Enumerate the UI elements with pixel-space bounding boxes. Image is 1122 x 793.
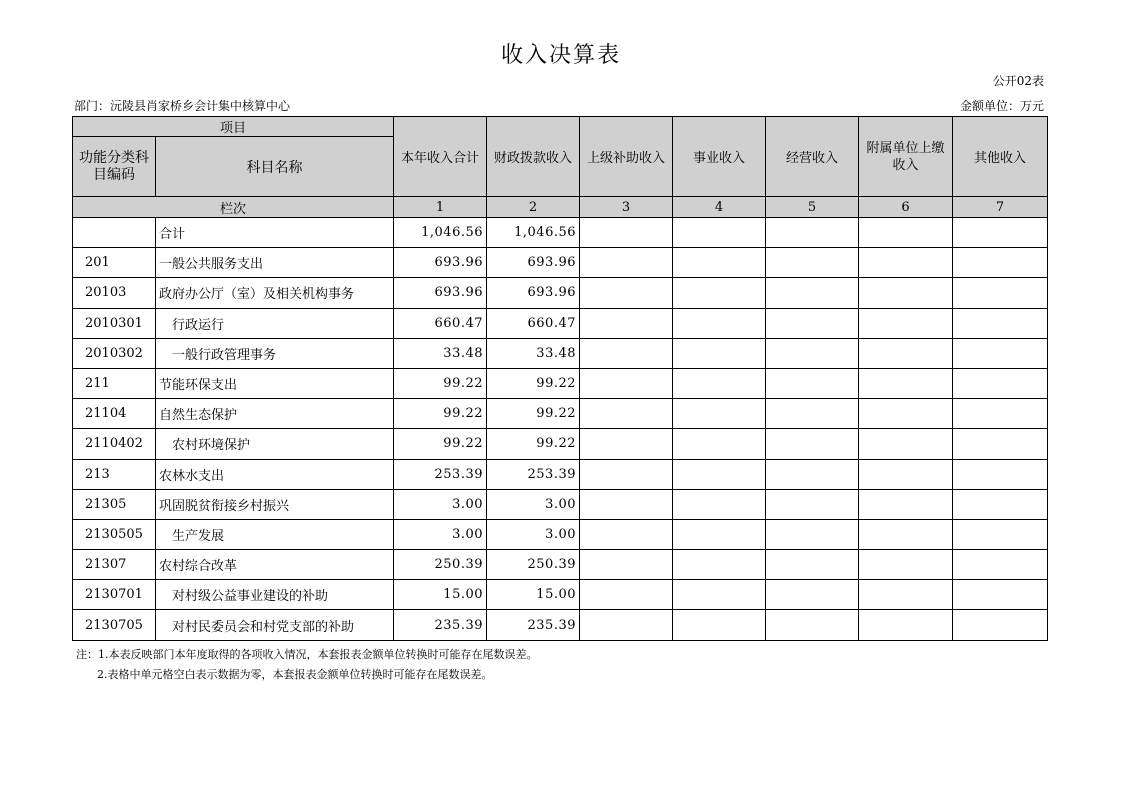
note-1: 注：1.本表反映部门本年度取得的各项收入情况，本套报表金额单位转换时可能存在尾数误差。 (76, 648, 538, 661)
row-fiscal-appropriation: 99.22 (487, 399, 580, 429)
table-row (73, 459, 1048, 489)
row-affiliate-income (859, 338, 953, 368)
table-row (73, 218, 1048, 248)
row-operating-income (766, 368, 859, 398)
row-subject-name: 农村环境保护 (156, 429, 394, 459)
table-notes (76, 645, 538, 685)
header-func-code: 功能分类科目编码 (73, 137, 156, 197)
row-operating-income (766, 399, 859, 429)
header-col-2: 财政拨款收入 (487, 117, 580, 197)
row-total-income: 693.96 (394, 278, 487, 308)
row-subject-name: 行政运行 (156, 308, 394, 338)
row-business-income (673, 519, 766, 549)
row-total-income: 693.96 (394, 248, 487, 278)
row-subject-name: 节能环保支出 (156, 368, 394, 398)
row-superior-subsidy (580, 248, 673, 278)
row-operating-income (766, 459, 859, 489)
header-subject-name: 科目名称 (156, 137, 394, 197)
row-fiscal-appropriation: 99.22 (487, 429, 580, 459)
row-code: 21305 (73, 489, 156, 519)
row-superior-subsidy (580, 550, 673, 580)
row-fiscal-appropriation: 3.00 (487, 519, 580, 549)
row-subject-name: 生产发展 (156, 519, 394, 549)
row-total-income: 660.47 (394, 308, 487, 338)
row-other-income (953, 580, 1048, 610)
header-col-1: 本年收入合计 (394, 117, 487, 197)
row-fiscal-appropriation: 693.96 (487, 248, 580, 278)
income-table (72, 116, 1048, 641)
row-subject-name: 农村综合改革 (156, 550, 394, 580)
table-row (73, 580, 1048, 610)
row-other-income (953, 489, 1048, 519)
row-fiscal-appropriation: 235.39 (487, 610, 580, 640)
header-col-6: 附属单位上缴收入 (859, 117, 953, 197)
amount-unit-label: 金额单位：万元 (959, 99, 1044, 113)
row-affiliate-income (859, 248, 953, 278)
row-fiscal-appropriation: 693.96 (487, 278, 580, 308)
row-code: 2010301 (73, 308, 156, 338)
table-row (73, 278, 1048, 308)
row-total-income: 250.39 (394, 550, 487, 580)
row-superior-subsidy (580, 308, 673, 338)
row-operating-income (766, 218, 859, 248)
row-fiscal-appropriation: 1,046.56 (487, 218, 580, 248)
report-title: 收入决算表 (500, 43, 621, 68)
row-superior-subsidy (580, 519, 673, 549)
row-business-income (673, 338, 766, 368)
row-operating-income (766, 550, 859, 580)
row-superior-subsidy (580, 278, 673, 308)
row-fiscal-appropriation: 15.00 (487, 580, 580, 610)
row-subject-name: 一般公共服务支出 (156, 248, 394, 278)
row-fiscal-appropriation: 253.39 (487, 459, 580, 489)
row-fiscal-appropriation: 99.22 (487, 368, 580, 398)
table-row (73, 399, 1048, 429)
row-code: 2130701 (73, 580, 156, 610)
row-other-income (953, 610, 1048, 640)
index-num: 6 (859, 197, 953, 218)
table-body (73, 117, 1048, 641)
table-row (73, 308, 1048, 338)
row-total-income: 99.22 (394, 429, 487, 459)
row-code: 2130705 (73, 610, 156, 640)
row-operating-income (766, 489, 859, 519)
row-code: 2110402 (73, 429, 156, 459)
row-subject-name: 对村民委员会和村党支部的补助 (156, 610, 394, 640)
row-operating-income (766, 308, 859, 338)
row-operating-income (766, 429, 859, 459)
row-code: 213 (73, 459, 156, 489)
row-business-income (673, 368, 766, 398)
row-total-income: 253.39 (394, 459, 487, 489)
row-affiliate-income (859, 519, 953, 549)
row-operating-income (766, 338, 859, 368)
row-affiliate-income (859, 218, 953, 248)
index-num: 1 (394, 197, 487, 218)
row-code: 201 (73, 248, 156, 278)
row-operating-income (766, 278, 859, 308)
row-business-income (673, 399, 766, 429)
index-num: 4 (673, 197, 766, 218)
row-total-income: 3.00 (394, 519, 487, 549)
row-superior-subsidy (580, 459, 673, 489)
row-superior-subsidy (580, 610, 673, 640)
row-affiliate-income (859, 399, 953, 429)
row-affiliate-income (859, 429, 953, 459)
row-superior-subsidy (580, 338, 673, 368)
row-superior-subsidy (580, 368, 673, 398)
row-affiliate-income (859, 550, 953, 580)
row-business-income (673, 248, 766, 278)
table-row (73, 338, 1048, 368)
row-business-income (673, 610, 766, 640)
row-other-income (953, 218, 1048, 248)
row-total-income: 3.00 (394, 489, 487, 519)
row-business-income (673, 278, 766, 308)
row-total-income: 235.39 (394, 610, 487, 640)
row-total-income: 99.22 (394, 399, 487, 429)
header-project: 项目 (73, 117, 394, 137)
row-total-income: 33.48 (394, 338, 487, 368)
row-operating-income (766, 610, 859, 640)
row-business-income (673, 429, 766, 459)
row-superior-subsidy (580, 399, 673, 429)
table-row (73, 550, 1048, 580)
header-col-3: 上级补助收入 (580, 117, 673, 197)
row-subject-name: 一般行政管理事务 (156, 338, 394, 368)
row-other-income (953, 308, 1048, 338)
row-other-income (953, 459, 1048, 489)
table-row (73, 248, 1048, 278)
row-other-income (953, 338, 1048, 368)
row-other-income (953, 278, 1048, 308)
index-num: 5 (766, 197, 859, 218)
row-total-income: 1,046.56 (394, 218, 487, 248)
index-label: 栏次 (73, 197, 394, 218)
row-affiliate-income (859, 580, 953, 610)
row-fiscal-appropriation: 3.00 (487, 489, 580, 519)
row-business-income (673, 550, 766, 580)
row-business-income (673, 580, 766, 610)
row-superior-subsidy (580, 429, 673, 459)
row-operating-income (766, 519, 859, 549)
row-other-income (953, 519, 1048, 549)
row-business-income (673, 218, 766, 248)
index-num: 7 (953, 197, 1048, 218)
table-row (73, 368, 1048, 398)
table-row (73, 610, 1048, 640)
row-affiliate-income (859, 459, 953, 489)
index-num: 2 (487, 197, 580, 218)
row-superior-subsidy (580, 580, 673, 610)
row-business-income (673, 459, 766, 489)
row-affiliate-income (859, 489, 953, 519)
row-business-income (673, 489, 766, 519)
header-col-5: 经营收入 (766, 117, 859, 197)
row-code: 2010302 (73, 338, 156, 368)
row-subject-name: 对村级公益事业建设的补助 (156, 580, 394, 610)
row-code: 21307 (73, 550, 156, 580)
row-other-income (953, 368, 1048, 398)
header-col-4: 事业收入 (673, 117, 766, 197)
row-subject-name: 政府办公厅（室）及相关机构事务 (156, 278, 394, 308)
row-fiscal-appropriation: 33.48 (487, 338, 580, 368)
row-subject-name: 合计 (156, 218, 394, 248)
row-business-income (673, 308, 766, 338)
row-other-income (953, 429, 1048, 459)
row-superior-subsidy (580, 218, 673, 248)
row-code: 211 (73, 368, 156, 398)
index-num: 3 (580, 197, 673, 218)
row-total-income: 99.22 (394, 368, 487, 398)
row-affiliate-income (859, 368, 953, 398)
table-row (73, 519, 1048, 549)
row-code: 21104 (73, 399, 156, 429)
form-number: 公开02表 (992, 74, 1044, 88)
row-subject-name: 自然生态保护 (156, 399, 394, 429)
row-total-income: 15.00 (394, 580, 487, 610)
row-fiscal-appropriation: 660.47 (487, 308, 580, 338)
row-code (73, 218, 156, 248)
row-fiscal-appropriation: 250.39 (487, 550, 580, 580)
header-col-7: 其他收入 (953, 117, 1048, 197)
table-row (73, 489, 1048, 519)
row-superior-subsidy (580, 489, 673, 519)
row-subject-name: 巩固脱贫衔接乡村振兴 (156, 489, 394, 519)
department-label: 部门：沅陵县肖家桥乡会计集中核算中心 (74, 99, 291, 113)
row-affiliate-income (859, 610, 953, 640)
note-2: 2.表格中单元格空白表示数据为零，本套报表金额单位转换时可能存在尾数误差。 (97, 668, 493, 681)
row-subject-name: 农林水支出 (156, 459, 394, 489)
row-other-income (953, 399, 1048, 429)
row-other-income (953, 248, 1048, 278)
row-other-income (953, 550, 1048, 580)
row-affiliate-income (859, 278, 953, 308)
row-code: 20103 (73, 278, 156, 308)
row-operating-income (766, 580, 859, 610)
table-row (73, 429, 1048, 459)
row-affiliate-income (859, 308, 953, 338)
row-operating-income (766, 248, 859, 278)
row-code: 2130505 (73, 519, 156, 549)
